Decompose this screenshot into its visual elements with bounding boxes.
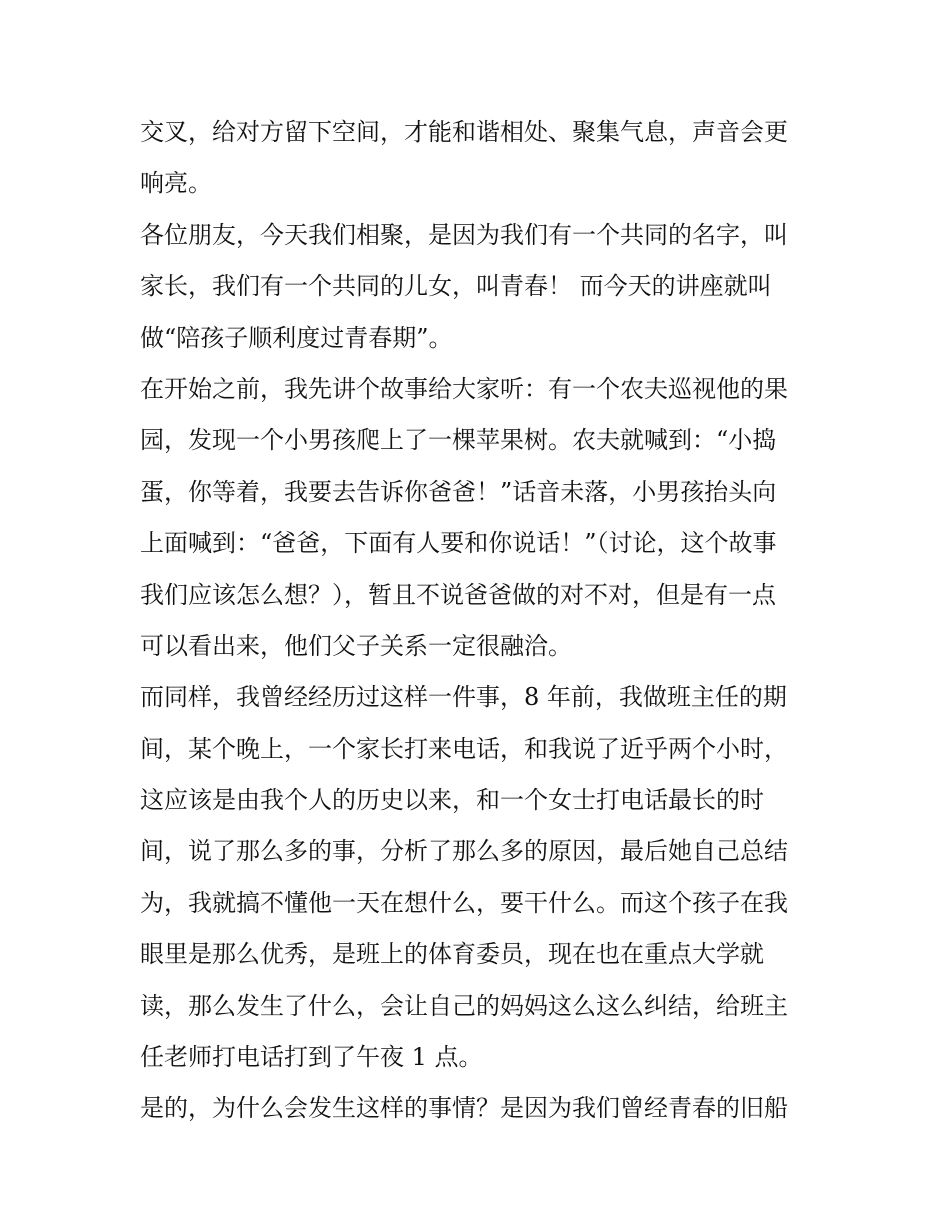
text-line: 蛋，你等着，我要去告诉你爸爸！”话音未落，小男孩抬头向: [140, 477, 777, 506]
text-line: 间，说了那么多的事，分析了那么多的原因，最后她自己总结: [140, 837, 788, 866]
text-line: 交叉，给对方留下空间，才能和谐相处、聚集气息，声音会更: [140, 118, 788, 146]
text-line: 各位朋友，今天我们相聚，是因为我们有一个共同的名字，叫: [140, 220, 788, 249]
text-line: 而同样，我曾经经历过这样一件事，8 年前，我做班主任的期: [140, 683, 787, 712]
text-line: 在开始之前，我先讲个故事给大家听：有一个农夫巡视他的果: [140, 374, 788, 403]
text-line: 做“陪孩子顺利度过青春期”。: [140, 323, 453, 352]
text-line: 间，某个晚上，一个家长打来电话，和我说了近乎两个小时，: [140, 734, 788, 763]
text-line: 我们应该怎么想？），暂且不说爸爸做的对不对，但是有一点: [140, 580, 776, 609]
text-line: 为，我就搞不懂他一天在想什么，要干什么。而这个孩子在我: [140, 888, 788, 917]
body-text: [140, 107, 820, 1135]
text-line: 是的，为什么会发生这样的事情？是因为我们曾经青春的旧船: [140, 1094, 788, 1123]
text-line: 响亮。: [140, 169, 212, 198]
text-line: 读，那么发生了什么，会让自己的妈妈这么这么纠结，给班主: [140, 991, 788, 1020]
text-line: 家长，我们有一个共同的儿女，叫青春！ 而今天的讲座就叫: [140, 272, 772, 301]
text-line: 眼里是那么优秀，是班上的体育委员，现在也在重点大学就: [140, 940, 764, 969]
text-line: 这应该是由我个人的历史以来，和一个女士打电话最长的时: [140, 786, 764, 815]
text-line: 可以看出来，他们父子关系一定很融洽。: [140, 631, 572, 660]
text-line: 园，发现一个小男孩爬上了一棵苹果树。农夫就喊到：“小捣: [140, 426, 777, 455]
text-line: 任老师打电话打到了午夜 1 点。: [140, 1043, 483, 1072]
text-line: 上面喊到：“爸爸，下面有人要和你说话！”（讨论，这个故事: [140, 529, 777, 558]
